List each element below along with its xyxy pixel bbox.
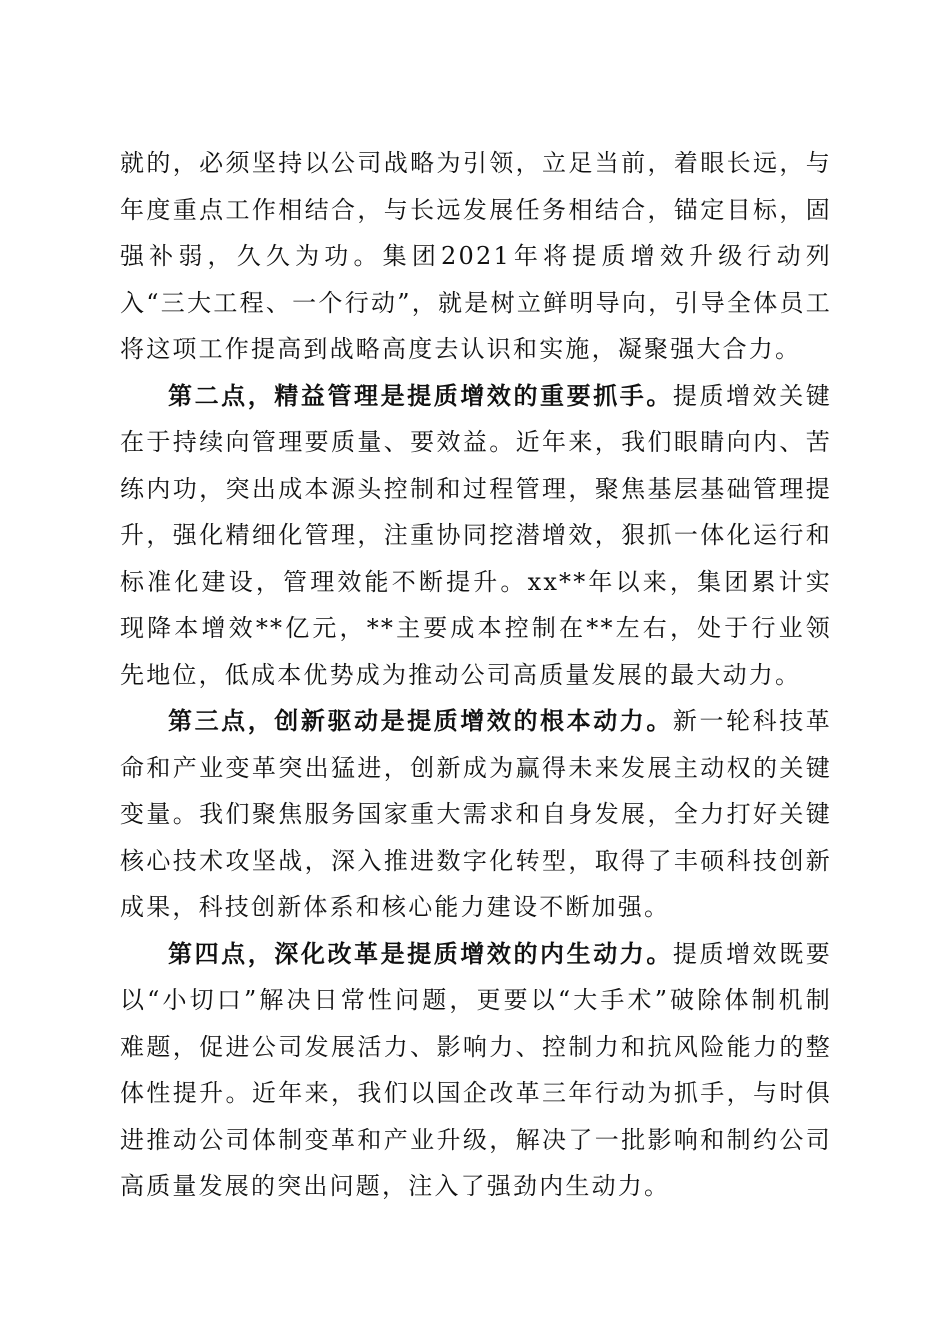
paragraph-body: 新一轮科技革命和产业变革突出猛进，创新成为赢得未来发展主动权的关键变量。我们聚焦服务国家重大需求和自身发展，全力打好关键核心技术攻坚战，深入推进数字化转型，取得了丰硕科技创新成果，科技创新体系和核心能力建设不断加强。	[120, 707, 832, 921]
paragraph-heading: 第四点，深化改革是提质增效的内生动力。	[168, 938, 673, 968]
paragraph-body: 提质增效关键在于持续向管理要质量、要效益。近年来，我们眼睛向内、苦练内功，突出成本源头控制和过程管理，聚焦基层基础管理提升，强化精细化管理，注重协同挖潜增效，狠抓一体化运行和标准化建设，管理效能不断提升。xx**年以来，集团累计实现降本增效**亿元，**主要成本控制在**左右，处于行业领先地位，低成本优势成为推动公司高质量发展的最大动力。	[120, 381, 832, 689]
paragraph-body: 就的，必须坚持以公司战略为引领，立足当前，着眼长远，与年度重点工作相结合，与长远发展任务相结合，锚定目标，固强补弱，久久为功。集团2021年将提质增效升级行动列入“三大工程、一个行动”，就是树立鲜明导向，引导全体员工将这项工作提高到战略高度去认识和实施，凝聚强大合力。	[120, 149, 832, 363]
paragraph-body: 提质增效既要以“小切口”解决日常性问题，更要以“大手术”破除体制机制难题，促进公司发展活力、影响力、控制力和抗风险能力的整体性提升。近年来，我们以国企改革三年行动为抓手，与时俱进推动公司体制变革和产业升级，解决了一批影响和制约公司高质量发展的突出问题，注入了强劲内生动力。	[120, 939, 832, 1200]
paragraph-heading: 第三点，创新驱动是提质增效的根本动力。	[168, 706, 673, 735]
paragraph-heading: 第二点，精益管理是提质增效的重要抓手。	[168, 380, 673, 410]
paragraph-point-two	[120, 373, 832, 699]
paragraph-point-three	[120, 698, 832, 931]
paragraph-continued	[120, 140, 832, 373]
document-body	[120, 140, 832, 1210]
paragraph-point-four	[120, 931, 832, 1210]
